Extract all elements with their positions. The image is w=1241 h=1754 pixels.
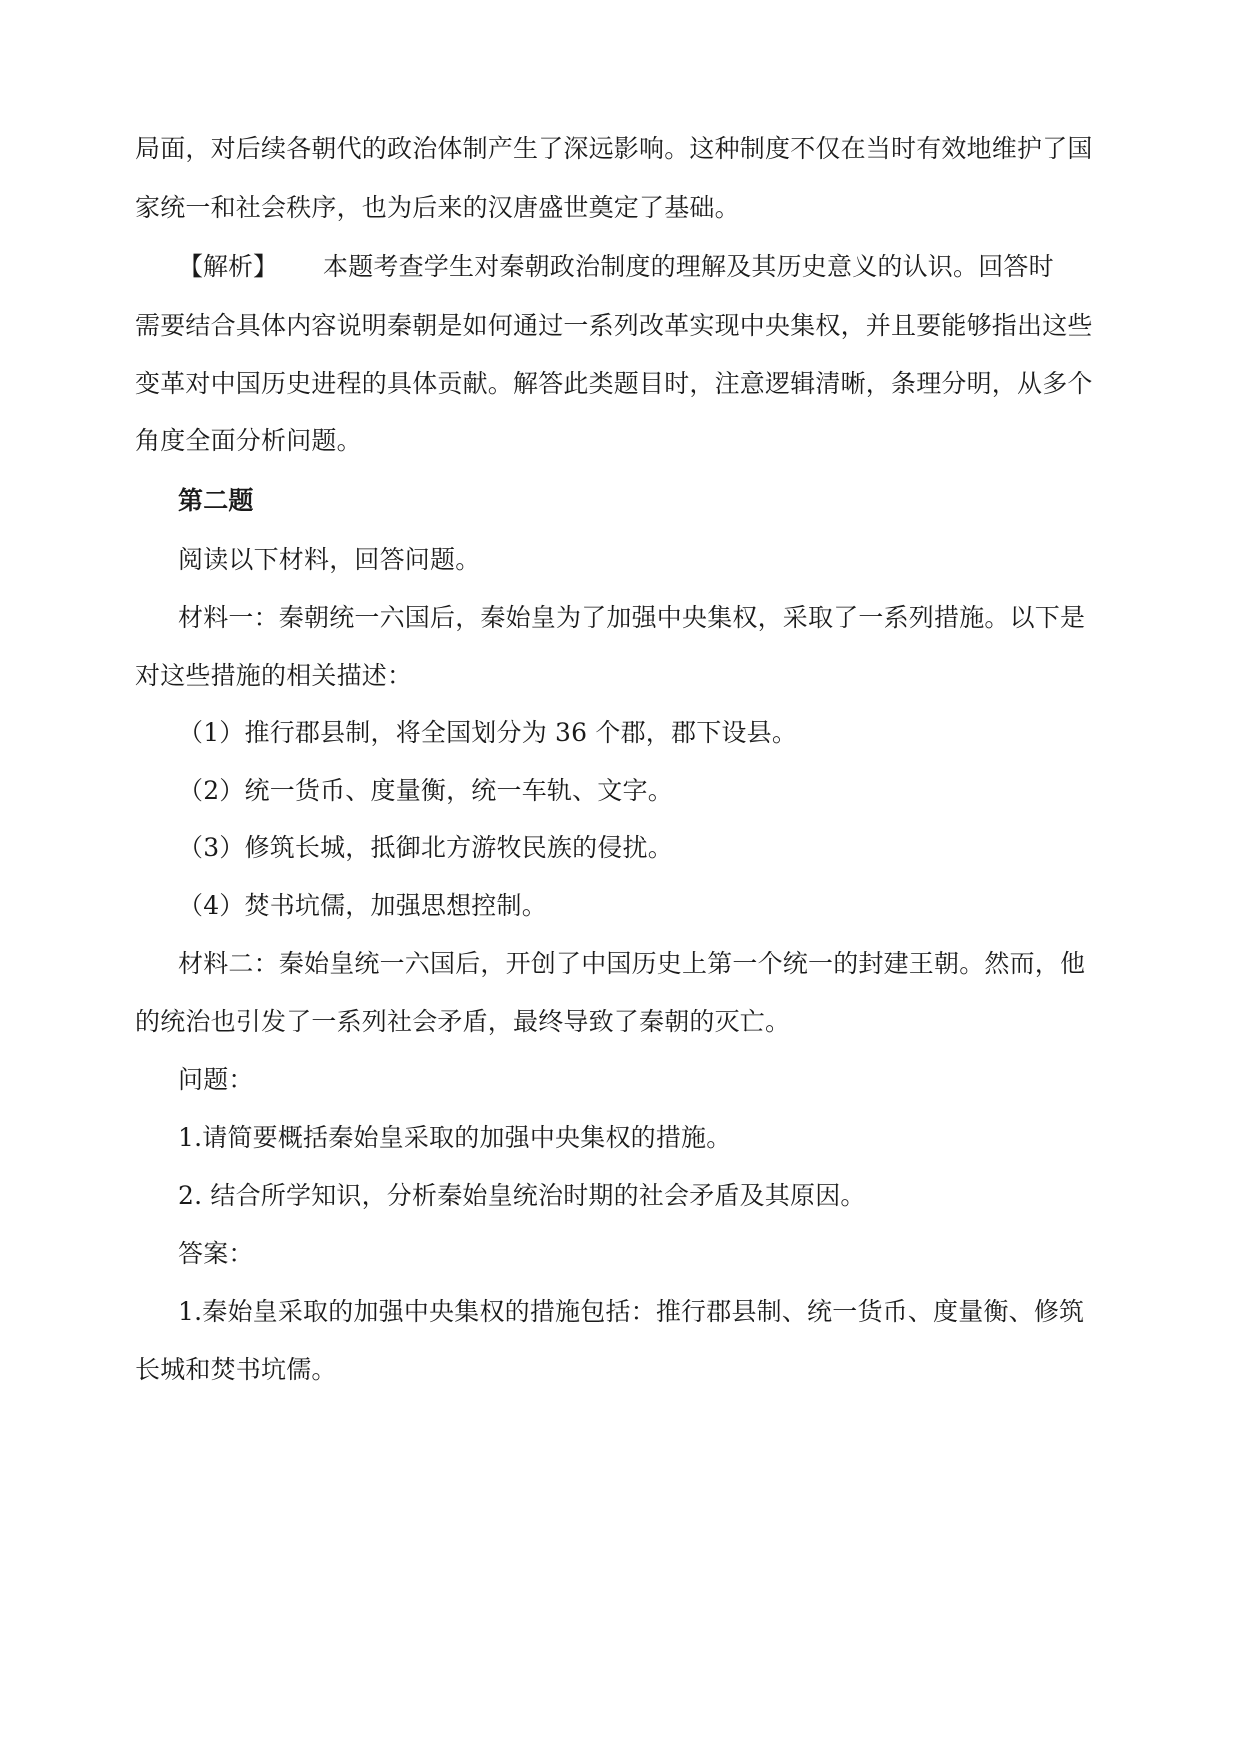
material-two-line: 材料二：秦始皇统一六国后，开创了中国历史上第一个统一的封建王朝。然而，他: [178, 949, 1086, 978]
measure-item: （1）推行郡县制，将全国划分为 36 个郡，郡下设县。: [178, 718, 798, 747]
question-intro: 阅读以下材料，回答问题。: [178, 545, 481, 574]
measure-item: （2）统一货币、度量衡，统一车轨、文字。: [178, 776, 673, 805]
answer-line: 1.秦始皇采取的加强中央集权的措施包括：推行郡县制、统一货币、度量衡、修筑: [178, 1297, 1085, 1326]
answer-label: 答案：: [178, 1239, 254, 1268]
analysis-line: 需要结合具体内容说明秦朝是如何通过一系列改革实现中央集权，并且要能够指出这些: [135, 311, 1093, 340]
question-item: 1.请简要概括秦始皇采取的加强中央集权的措施。: [178, 1123, 732, 1152]
paragraph-line: 局面，对后续各朝代的政治体制产生了深远影响。这种制度不仅在当时有效地维护了国: [135, 134, 1093, 163]
analysis-label: 【解析】: [178, 252, 279, 281]
question-item: 2. 结合所学知识，分析秦始皇统治时期的社会矛盾及其原因。: [178, 1181, 866, 1210]
analysis-line: 变革对中国历史进程的具体贡献。解答此类题目时，注意逻辑清晰，条理分明，从多个: [135, 369, 1093, 398]
question-heading: 第二题: [178, 486, 254, 515]
analysis-line: 角度全面分析问题。: [135, 426, 362, 455]
measure-item: （4）焚书坑儒，加强思想控制。: [178, 891, 547, 920]
analysis-line: 本题考查学生对秦朝政治制度的理解及其历史意义的认识。回答时: [323, 252, 1054, 281]
questions-label: 问题：: [178, 1065, 254, 1094]
measure-item: （3）修筑长城，抵御北方游牧民族的侵扰。: [178, 833, 673, 862]
paragraph-line: 家统一和社会秩序，也为后来的汉唐盛世奠定了基础。: [135, 193, 740, 222]
answer-line: 长城和焚书坑儒。: [135, 1355, 337, 1384]
material-one-line: 对这些措施的相关描述：: [135, 661, 413, 690]
material-two-line: 的统治也引发了一系列社会矛盾，最终导致了秦朝的灭亡。: [135, 1007, 791, 1036]
material-one-line: 材料一：秦朝统一六国后，秦始皇为了加强中央集权，采取了一系列措施。以下是: [178, 603, 1086, 632]
